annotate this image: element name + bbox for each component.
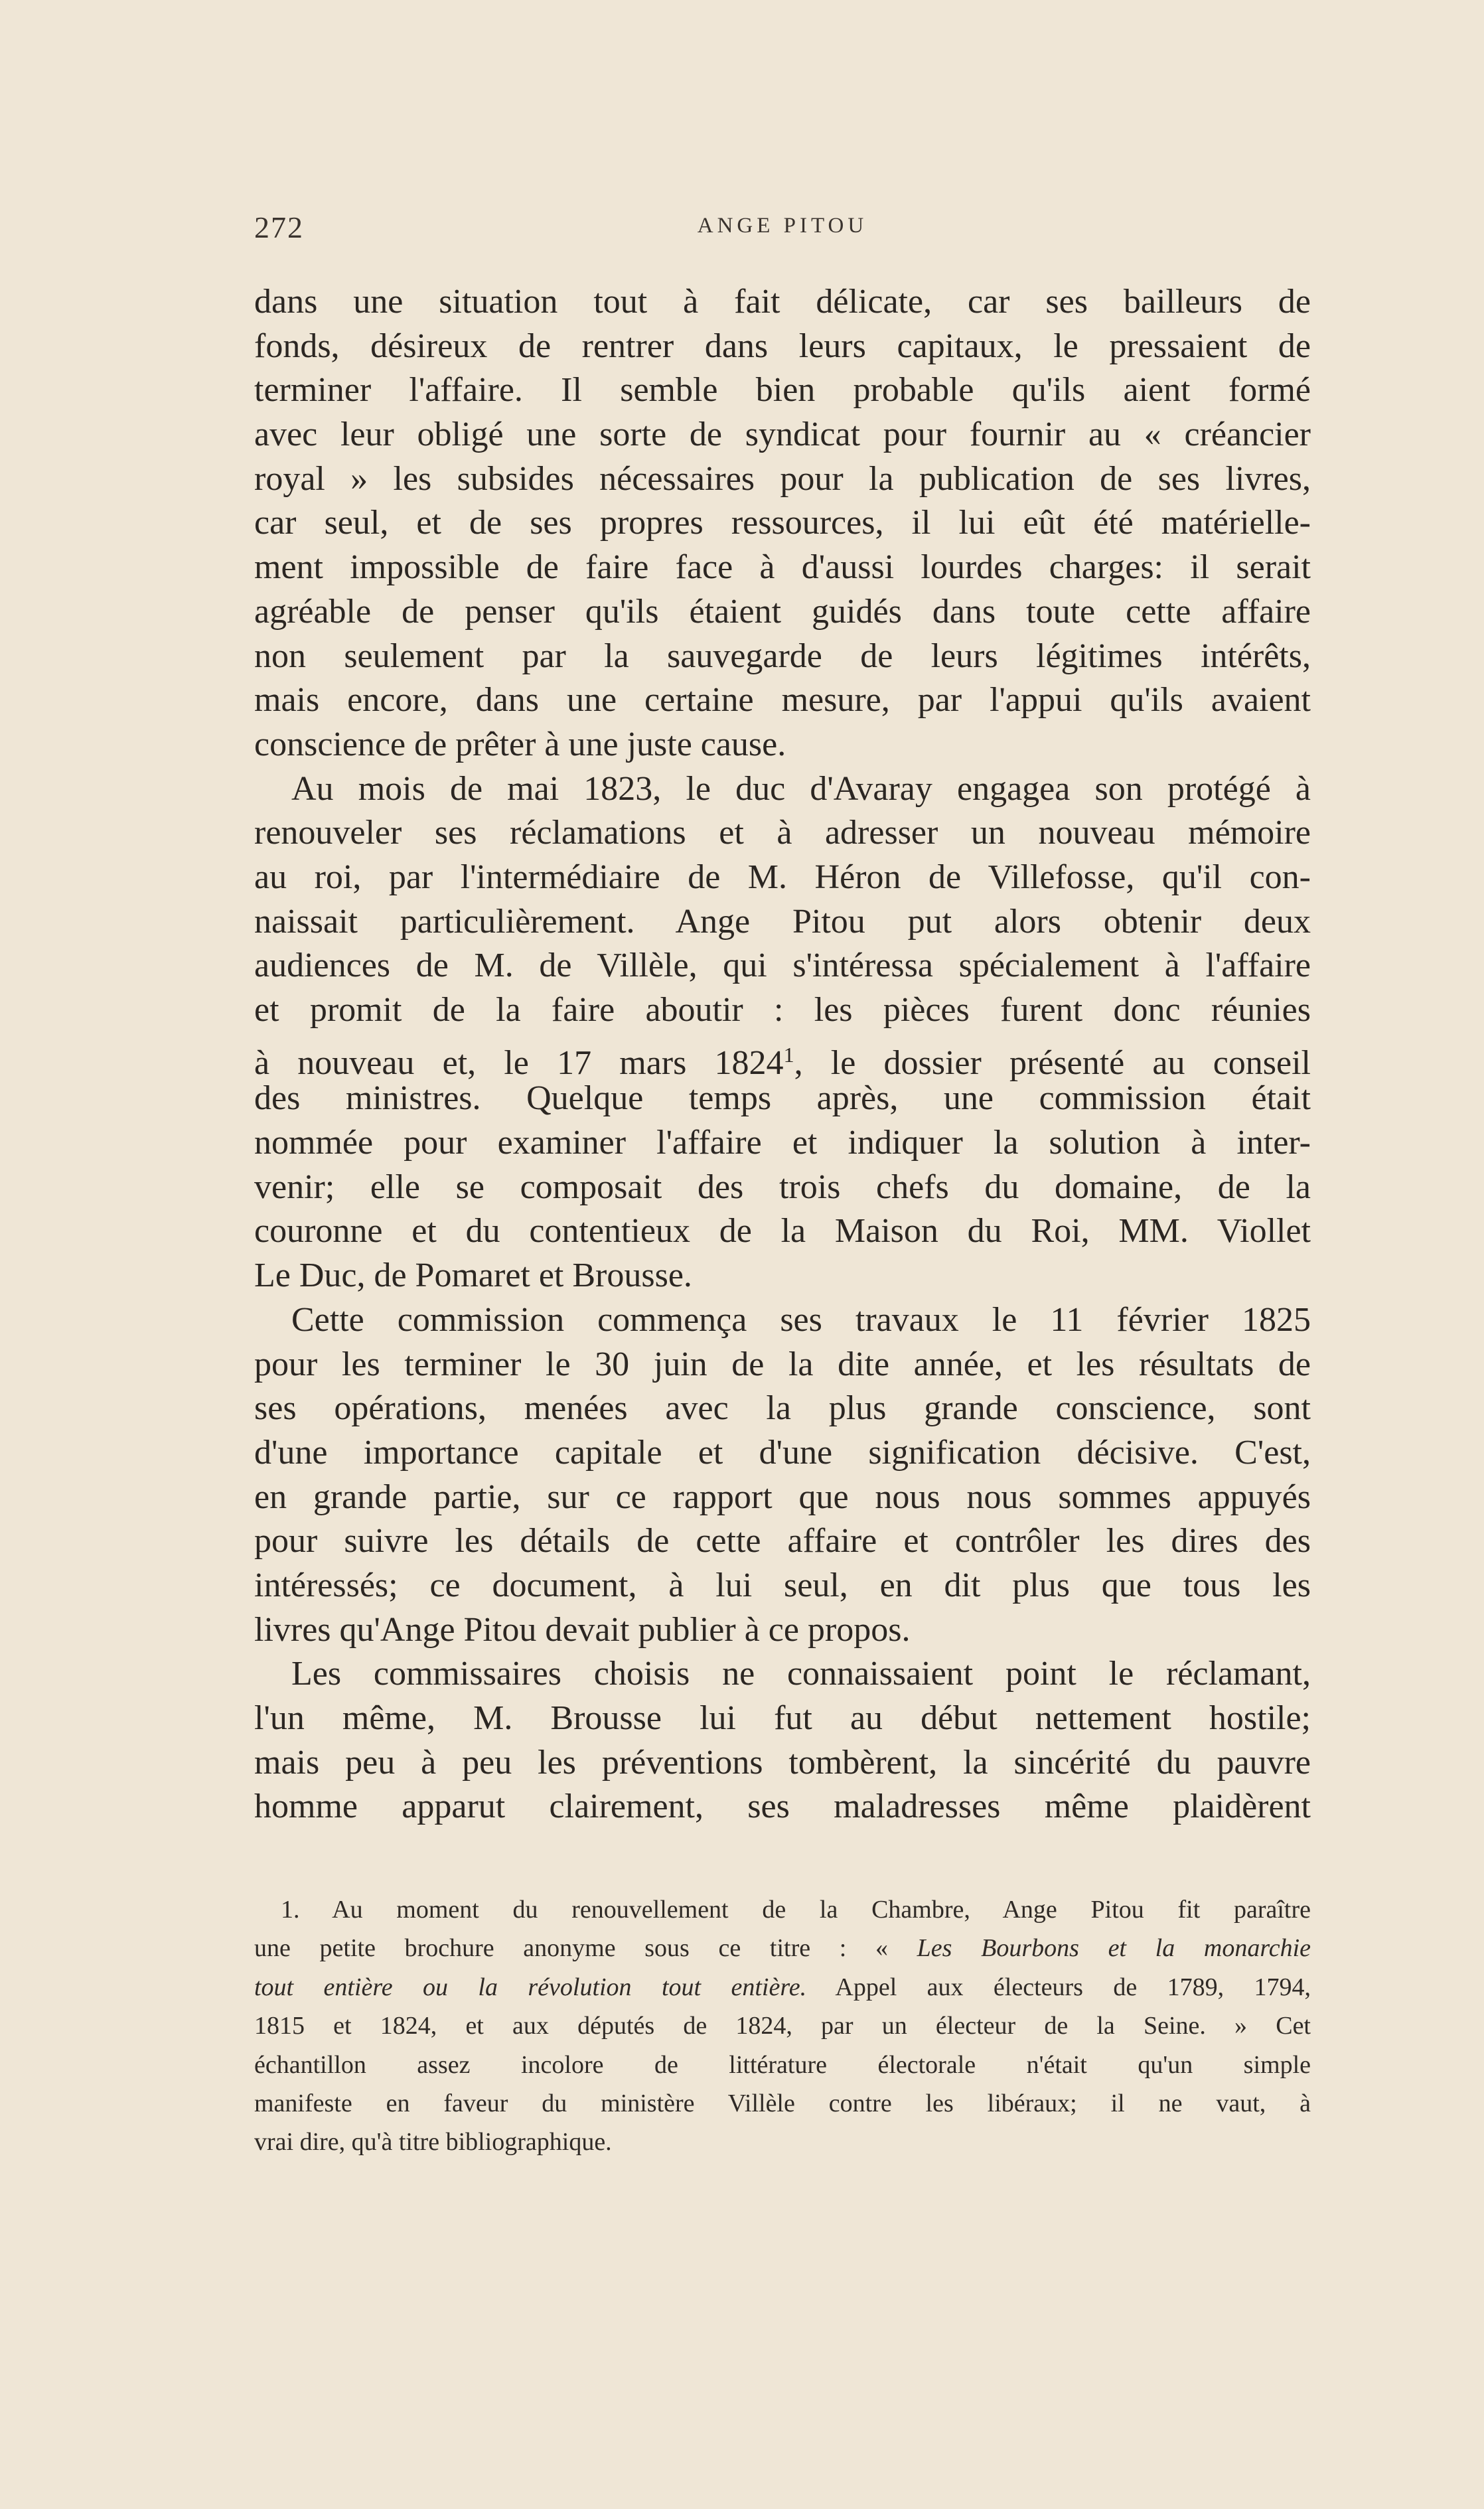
body-line: dans une situation tout à fait délicate, car ses bailleurs de — [254, 283, 1311, 321]
body-line: des ministres. Quelque temps après, une commission était — [254, 1079, 1311, 1118]
body-line: pour les terminer le 30 juin de la dite année, et les résultats de — [254, 1345, 1311, 1383]
footnote-italic-title: tout entière ou la révolution tout entière. — [254, 1973, 807, 2001]
body-line-part: à nouveau et, le 17 mars 1824 — [254, 1043, 784, 1082]
body-line: naissait particulièrement. Ange Pitou put alors obtenir deux — [254, 902, 1311, 941]
body-line: mais peu à peu les préventions tombèrent, la sincérité du pauvre — [254, 1743, 1311, 1782]
footnote-line: vrai dire, qu'à titre bibliographique. — [254, 2128, 612, 2157]
body-line: l'un même, M. Brousse lui fut au début nettement hostile; — [254, 1699, 1311, 1737]
body-line: Au mois de mai 1823, le duc d'Avaray engagea son protégé à — [291, 769, 1311, 808]
body-line: avec leur obligé une sorte de syndicat pour fournir au « créancier — [254, 416, 1311, 454]
body-line: conscience de prêter à une juste cause. — [254, 725, 786, 763]
footnote-line: 1815 et 1824, et aux députés de 1824, par un électeur de la Seine. » Cet — [254, 2012, 1311, 2040]
footnote-italic-title: Les Bourbons et la monarchie — [917, 1934, 1311, 1963]
body-line: agréable de penser qu'ils étaient guidés dans toute cette affaire — [254, 592, 1311, 631]
body-line-with-footnote-ref — [254, 1033, 1311, 1082]
body-line: venir; elle se composait des trois chefs du domaine, de la — [254, 1168, 1311, 1206]
body-line: Cette commission commença ses travaux le 11 février 1825 — [291, 1300, 1311, 1339]
body-line: royal » les subsides nécessaires pour la publication de ses livres, — [254, 459, 1311, 498]
body-line: couronne et du contentieux de la Maison du Roi, MM. Viollet — [254, 1212, 1311, 1251]
page-header — [254, 210, 1311, 250]
body-line: terminer l'affaire. Il semble bien probable qu'ils aient formé — [254, 371, 1311, 410]
footnote-text: une petite brochure anonyme sous ce titre : « — [254, 1934, 917, 1963]
body-line: nommée pour examiner l'affaire et indiquer la solution à inter- — [254, 1124, 1311, 1162]
body-line: renouveler ses réclamations et à adresser un nouveau mémoire — [254, 814, 1311, 852]
running-title: ANGE PITOU — [697, 214, 868, 238]
body-line: au roi, par l'intermédiaire de M. Héron de Villefosse, qu'il con- — [254, 858, 1311, 896]
footnote-line: échantillon assez incolore de littérature électorale n'était qu'un simple — [254, 2050, 1311, 2079]
footnote-text: Appel aux électeurs de 1789, 1794, — [806, 1973, 1311, 2001]
body-line: en grande partie, sur ce rapport que nous nous sommes appuyés — [254, 1478, 1311, 1516]
body-line: non seulement par la sauvegarde de leurs légitimes intérêts, — [254, 637, 1311, 675]
footnote-line — [254, 1890, 1311, 1929]
body-line: audiences de M. de Villèle, qui s'intéressa spécialement à l'affaire — [254, 947, 1311, 985]
footnote-line: manifeste en faveur du ministère Villèle contre les libéraux; il ne vaut, à — [254, 2089, 1311, 2117]
footnote-reference[interactable]: 1 — [783, 1042, 794, 1067]
body-line: et promit de la faire aboutir : les pièces furent donc réunies — [254, 991, 1311, 1029]
body-line: pour suivre les détails de cette affaire et contrôler les dires des — [254, 1522, 1311, 1560]
footnote-line — [254, 1929, 1311, 1967]
page-number: 272 — [254, 210, 304, 244]
body-line-part: , le dossier présenté au conseil — [794, 1043, 1311, 1082]
body-line: car seul, et de ses propres ressources, il lui eût été matérielle- — [254, 504, 1311, 542]
body-line: intéressés; ce document, à lui seul, en dit plus que tous les — [254, 1566, 1311, 1604]
body-line: livres qu'Ange Pitou devait publier à ce propos. — [254, 1610, 911, 1649]
body-line: Les commissaires choisis ne connaissaient point le réclamant, — [291, 1655, 1311, 1693]
body-line: fonds, désireux de rentrer dans leurs capitaux, le pressaient de — [254, 327, 1311, 365]
body-line: mais encore, dans une certaine mesure, par l'appui qu'ils avaient — [254, 681, 1311, 720]
footnote-marker: 1. — [281, 1896, 300, 1924]
body-line: ses opérations, menées avec la plus grande conscience, sont — [254, 1389, 1311, 1428]
body-line: homme apparut clairement, ses maladresses même plaidèrent — [254, 1787, 1311, 1826]
body-line: ment impossible de faire face à d'aussi lourdes charges: il serait — [254, 548, 1311, 587]
footnotes — [254, 1890, 1311, 2162]
body-text — [254, 280, 1311, 1829]
footnote-line — [254, 1968, 1311, 2007]
body-line: Le Duc, de Pomaret et Brousse. — [254, 1256, 692, 1295]
body-line: d'une importance capitale et d'une signification décisive. C'est, — [254, 1433, 1311, 1472]
footnote-text: Au moment du renouvellement de la Chambre, Ange Pitou fit paraître — [332, 1896, 1311, 1924]
